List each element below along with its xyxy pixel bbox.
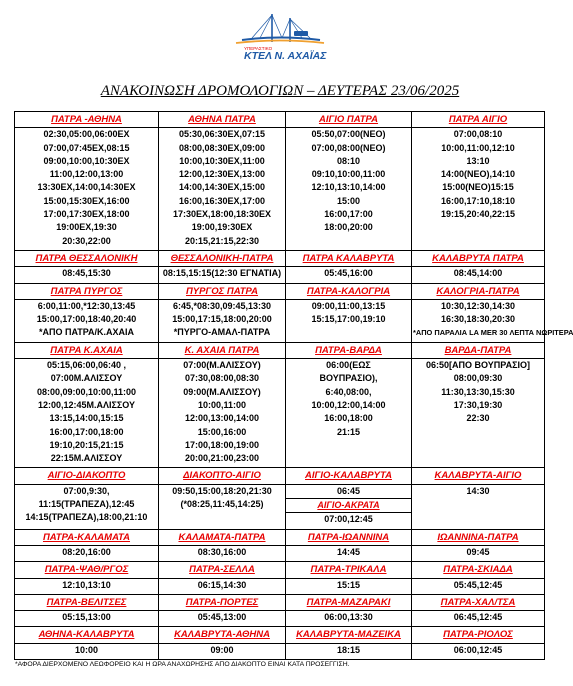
route-name-πατρα-ριολος: ΠΑΤΡΑ-ΡΙΟΛΟΣ: [412, 627, 545, 643]
route-name-πατρα-αιγιο: ΠΑΤΡΑ ΑΙΓΙΟ: [412, 112, 545, 128]
route-times-cell: [412, 578, 545, 594]
route-name-πατρα-βαρδα: ΠΑΤΡΑ-ΒΑΡΔΑ: [286, 342, 412, 358]
departure-times-line: 06:15,14:30: [197, 579, 247, 590]
departure-times-line: 16:00,17:00,18:00: [49, 426, 124, 437]
departure-times-row: [15, 611, 545, 627]
departure-times-line: 08:15,15:15(12:30 ΕΓΝΑΤΙΑ): [162, 268, 282, 279]
route-name-ιωαννινα-πατρα: ΙΩΑΝΝΙΝΑ-ΠΑΤΡΑ: [412, 529, 545, 545]
route-header-row: [15, 627, 545, 643]
departure-times-line: 11:30,13:30,15:30: [441, 386, 515, 397]
departure-times-line: 6:40,08:00,: [325, 386, 372, 397]
departure-times-line: 15:00,17:00,18:40,20:40: [36, 314, 137, 325]
departure-times-line: 22:30: [466, 413, 490, 424]
route-name-πυργος-πατρα: ΠΥΡΓΟΣ ΠΑΤΡΑ: [159, 283, 286, 299]
route-name-πατρα-κ-αχαια: ΠΑΤΡΑ Κ.ΑΧΑΙΑ: [15, 342, 159, 358]
route-header-row: [15, 283, 545, 299]
departure-times-row: [15, 643, 545, 659]
departure-times-line: 05:15,13:00: [62, 612, 111, 623]
departure-times-line: 08:45,15:30: [62, 268, 111, 279]
departure-times-line: 17:30ΕΧ,18:00,18:30ΕΧ: [172, 209, 272, 220]
departure-times-line: 10:00,11:00: [197, 399, 247, 410]
route-times-cell: [412, 359, 545, 468]
route-name-πατρα-σκιαδα: ΠΑΤΡΑ-ΣΚΙΑΔΑ: [412, 562, 545, 578]
departure-times-line: 09:45: [466, 546, 490, 557]
bridge-icon: [236, 14, 324, 43]
departure-times-row: [15, 484, 545, 529]
route-name-αθηνα-πατρα: ΑΘΗΝΑ ΠΑΤΡΑ: [159, 112, 286, 128]
departure-times-row: [15, 267, 545, 283]
route-times-cell: [159, 359, 286, 468]
ktel-logo: [228, 12, 332, 62]
route-name-αιγιο-καλαβρυτα: ΑΙΓΙΟ-ΚΑΛΑΒΡΥΤΑ: [286, 468, 412, 484]
logo-small-text: ΥΠΕΡΑΣΤΙΚΟ: [244, 46, 273, 51]
route-name-κ-αχαια-πατρα: Κ. ΑΧΑΙΑ ΠΑΤΡΑ: [159, 342, 286, 358]
route-times-cell: [286, 267, 412, 283]
route-note: *ΑΠΟ ΠΑΡΑΛΙΑ LA MER 30 ΛΕΠΤΑ ΝΩΡΙΤΕΡΑ: [413, 328, 573, 338]
departure-times-row: [15, 545, 545, 561]
departure-times-line: *ΠΥΡΓΟ-ΑΜΑΛ-ΠΑΤΡΑ: [173, 327, 271, 338]
departure-times-line: 06:00(ΕΩΣ: [326, 360, 371, 371]
departure-times-line: 07:00,08:00(ΝΕΟ): [311, 142, 386, 153]
route-name-πατρα-σελλα: ΠΑΤΡΑ-ΣΕΛΛΑ: [159, 562, 286, 578]
departure-times-line: 17:00,18:00,19:00: [184, 439, 260, 450]
departure-times-line: 09:50,15:00,18:20,21:30: [172, 485, 272, 496]
route-name-θεσσαλονικη-πατρα: ΘΕΣΣΑΛΟΝΙΚΗ-ΠΑΤΡΑ: [159, 250, 286, 266]
route-name-καλαματα-πατρα: ΚΑΛΑΜΑΤΑ-ΠΑΤΡΑ: [159, 529, 286, 545]
departure-times-line: 16:00,17:10,18:10: [440, 195, 516, 206]
departure-times-line: 12:10,13:10,14:00: [311, 182, 386, 193]
route-times-cell: [15, 545, 159, 561]
departure-times-line: 16:00,17:00: [324, 209, 373, 220]
departure-times-line: 6:00,11:00,*12:30,13:45: [37, 300, 136, 311]
route-times-cell: [412, 611, 545, 627]
departure-times-line: 09:00,10:00,10:30ΕΧ: [43, 155, 130, 166]
route-times-cell: [286, 128, 412, 251]
departure-times-line: 12:00,12:30ΕΧ,13:00: [178, 169, 266, 180]
route-header-row: [15, 342, 545, 358]
route-times-cell: [412, 128, 545, 251]
departure-times-line: 14:15(ΤΡΑΠΕΖΑ),18:00,21:10: [25, 512, 148, 523]
departure-times-line: 05:30,06:30ΕΧ,07:15: [178, 129, 266, 140]
departure-times-line: 20:00,21:00,23:00: [184, 453, 260, 464]
departure-times-line: (*08:25,11:45,14:25): [180, 499, 264, 510]
departure-times-line: 06:45,12:45: [453, 612, 503, 623]
route-times-cell: [412, 484, 545, 529]
departure-times-line: 10:30,12:30,14:30: [440, 300, 516, 311]
page-title: ΑΝΑΚΟΙΝΩΣΗ ΔΡΟΜΟΛΟΓΙΩΝ – ΔΕΥΤΕΡΑΣ 23/06/2025: [100, 83, 460, 99]
departure-times-line: *ΑΠΟ ΠΑΤΡΑ/Κ.ΑΧΑΙΑ: [38, 327, 135, 338]
route-times-cell: [159, 545, 286, 561]
departure-times-line: 20:15,21:15,22:30: [184, 235, 260, 246]
route-times-cell: [412, 643, 545, 659]
route-times-cell: [15, 128, 159, 251]
route-name-πατρα-βελιτσες: ΠΑΤΡΑ-ΒΕΛΙΤΣΕΣ: [15, 594, 159, 610]
departure-times-line: 17:00,17:30ΕΧ,18:00: [43, 209, 130, 220]
route-name-αιγιο-διακοπτο: ΑΙΓΙΟ-ΔΙΑΚΟΠΤΟ: [15, 468, 159, 484]
departure-times-line: 07:00,08:10: [453, 129, 503, 140]
route-name-πατρα-θεσσαλονικη: ΠΑΤΡΑ ΘΕΣΣΑΛΟΝΙΚΗ: [15, 250, 159, 266]
route-times-cell: [412, 299, 573, 342]
route-name-πατρα-τρικαλα: ΠΑΤΡΑ-ΤΡΙΚΑΛΑ: [286, 562, 412, 578]
departure-times-line: 07:00Μ.ΑΛΙΣΣΟΥ: [50, 373, 123, 384]
departure-times-line: 06:00,13:30: [324, 612, 373, 623]
departure-times-line: 06:50[ΑΠΟ ΒΟΥΠΡΑΣΙΟ]: [425, 360, 530, 371]
route-times-cell: [15, 267, 159, 283]
departure-times-line: 07:00,07:45ΕΧ,08:15: [43, 142, 130, 153]
route-name-πατρα-ψαθ-ργος: ΠΑΤΡΑ-ΨΑΘ/ΡΓΟΣ: [15, 562, 159, 578]
route-times-cell: [15, 484, 159, 529]
departure-times-line: 10:00,10:30ΕΧ,11:00: [179, 155, 265, 166]
departure-times-line: 08:10: [336, 155, 361, 166]
departure-times-line: 12:00,13:00,14:00: [184, 413, 260, 424]
departure-times-line: 10:00,11:00,12:10: [441, 142, 515, 153]
route-times-cell: [15, 299, 159, 342]
route-times-cell: [15, 359, 159, 468]
departure-times-line: 15:00,15:30ΕΧ,16:00: [43, 195, 130, 206]
departure-times-line: 15:00: [336, 195, 361, 206]
departure-times-line: 22:15Μ.ΑΛΙΣΣΟΥ: [50, 453, 123, 464]
departure-times-line: 08:00,09:00,10:00,11:00: [36, 386, 137, 397]
departure-times-line: 16:00,16:30ΕΧ,17:00: [178, 195, 266, 206]
route-name-διακοπτο-αιγιο: ΔΙΑΚΟΠΤΟ-ΑΙΓΙΟ: [159, 468, 286, 484]
route-name-καλαβρυτα-αθηνα: ΚΑΛΑΒΡΥΤΑ-ΑΘΗΝΑ: [159, 627, 286, 643]
departure-times-line: 13:30ΕΧ,14:00,14:30ΕΧ: [37, 182, 136, 193]
departure-times-line: 14:00,14:30ΕΧ,15:00: [178, 182, 266, 193]
departure-times-line: 15:00(ΝΕΟ)15:15: [442, 182, 514, 193]
route-name-πατρα-πορτες: ΠΑΤΡΑ-ΠΟΡΤΕΣ: [159, 594, 286, 610]
departure-times-line: 14:30: [466, 485, 490, 496]
route-name-καλαβρυτα-πατρα: ΚΑΛΑΒΡΥΤΑ ΠΑΤΡΑ: [412, 250, 545, 266]
route-header-row: [15, 468, 545, 484]
departure-times-row: [15, 128, 545, 251]
departure-times-row: [15, 299, 545, 342]
route-name-πατρα-χαλ-τσα: ΠΑΤΡΑ-ΧΑΛ/ΤΣΑ: [412, 594, 545, 610]
departure-times-line: 19:00,19:30ΕΧ: [191, 222, 253, 233]
departure-times-line: 15:00,16:00: [197, 426, 247, 437]
departure-times-line: 08:00,08:30ΕΧ,09:00: [178, 142, 266, 153]
departure-times-line: 19:00ΕΧ,19:30: [56, 222, 117, 233]
route-name-πατρα-αθηνα: ΠΑΤΡΑ -ΑΘΗΝΑ: [15, 112, 159, 128]
departure-times-line: 07:00,9:30,: [63, 485, 110, 496]
logo-name: ΚΤΕΛ Ν. ΑΧΑΪΑΣ: [244, 50, 327, 62]
route-name-καλαβρυτα-μαζεικα: ΚΑΛΑΒΡΥΤΑ-ΜΑΖΕΙΚΑ: [286, 627, 412, 643]
departure-times-line: 07:30,08:00,08:30: [184, 373, 260, 384]
departure-times-line: 09:00(Μ.ΑΛΙΣΣΟΥ): [183, 386, 261, 397]
route-name-βαρδα-πατρα: ΒΑΡΔΑ-ΠΑΤΡΑ: [412, 342, 545, 358]
departure-times-line: 11:00,12:00,13:00: [49, 169, 124, 180]
departure-times-line: 09:00: [210, 644, 234, 655]
departure-times-line: 17:30,19:30: [453, 399, 503, 410]
route-name-πατρα-καλογρια: ΠΑΤΡΑ-ΚΑΛΟΓΡΙΑ: [286, 283, 412, 299]
route-name-πατρα-καλαματα: ΠΑΤΡΑ-ΚΑΛΑΜΑΤΑ: [15, 529, 159, 545]
departure-times-line: 02:30,05:00,06:00ΕΧ: [43, 129, 130, 140]
departure-times-line: 06:00,12:45: [453, 644, 503, 655]
departure-times-line: 11:15(ΤΡΑΠΕΖΑ),12:45: [38, 499, 135, 510]
departure-times-line: 10:00: [74, 644, 99, 655]
schedule-table: [14, 111, 573, 660]
route-times-cell: [15, 611, 159, 627]
departure-times-line: 05:45,13:00: [197, 612, 247, 623]
route-header-row: [15, 562, 545, 578]
departure-times-line: 12:10,13:10: [62, 579, 111, 590]
route-times-cell: [286, 359, 412, 468]
departure-times-line: 07:00(Μ.ΑΛΙΣΣΟΥ): [183, 360, 261, 371]
route-name-αιγιο-πατρα: ΑΙΓΙΟ ΠΑΤΡΑ: [286, 112, 412, 128]
route-times-cell: [286, 545, 412, 561]
departure-times-line: 18:15: [336, 644, 361, 655]
route-name-πατρα-πυργος: ΠΑΤΡΑ ΠΥΡΓΟΣ: [15, 283, 159, 299]
departure-times-line: 20:30,22:00: [62, 235, 111, 246]
route-times-cell: [15, 643, 159, 659]
route-times-cell: [15, 578, 159, 594]
departure-times-line: 21:15: [336, 426, 361, 437]
route-times-cell: [159, 643, 286, 659]
departure-times-line: ΒΟΥΠΡΑΣΙΟ),: [319, 373, 378, 384]
route-times-cell: [159, 267, 286, 283]
departure-times-line: 09:10,10:00,11:00: [311, 169, 386, 180]
route-header-row: [15, 529, 545, 545]
route-times-cell: [412, 545, 545, 561]
departure-times-line: 15:15: [336, 579, 361, 590]
route-times-cell: [159, 578, 286, 594]
departure-times-line: 6:45,*08:30,09:45,13:30: [172, 300, 272, 311]
route-times-cell: [286, 611, 412, 627]
departure-times-line: 08:00,09:30: [453, 373, 503, 384]
route-name-πατρα-καλαβρυτα: ΠΑΤΡΑ ΚΑΛΑΒΡΥΤΑ: [286, 250, 412, 266]
route-name-πατρα-ιωαννινα: ΠΑΤΡΑ-ΙΩΑΝΝΙΝΑ: [286, 529, 412, 545]
route-times-cell: [286, 484, 412, 529]
route-name-πατρα-μαζαρακι: ΠΑΤΡΑ-ΜΑΖΑΡΑΚΙ: [286, 594, 412, 610]
route-times-cell: [286, 299, 412, 342]
departure-times-line: 08:45,14:00: [453, 268, 503, 279]
route-name-αθηνα-καλαβρυτα: ΑΘΗΝΑ-ΚΑΛΑΒΡΥΤΑ: [15, 627, 159, 643]
departure-times-line: 13:10: [466, 155, 490, 166]
route-times-cell: [159, 611, 286, 627]
departure-times-line: 07:00,12:45: [324, 514, 373, 525]
departure-times-line: 18:00,20:00: [324, 222, 373, 233]
route-times-cell: [286, 578, 412, 594]
route-name-καλαβρυτα-αιγιο: ΚΑΛΑΒΡΥΤΑ-ΑΙΓΙΟ: [412, 468, 545, 484]
departure-times-line: 14:00(ΝΕΟ),14:10: [440, 169, 516, 180]
departure-times-line: 08:30,16:00: [197, 546, 247, 557]
departure-times-line: 06:45: [336, 485, 361, 496]
departure-times-line: 14:45: [336, 546, 361, 557]
route-header-row: [15, 594, 545, 610]
departure-times-line: 09:00,11:00,13:15: [311, 300, 386, 311]
route-times-cell: [159, 299, 286, 342]
departure-times-line: 19:10,20:15,21:15: [49, 439, 124, 450]
departure-times-line: 12:00,12:45Μ.ΑΛΙΣΣΟΥ: [37, 399, 136, 410]
departure-times-line: 05:45,16:00: [324, 268, 373, 279]
departure-times-line: 16:00,18:00: [324, 413, 373, 424]
departure-times-line: 05:45,12:45: [453, 579, 503, 590]
route-times-cell: [412, 267, 545, 283]
departure-times-line: 13:15,14:00,15:15: [49, 413, 124, 424]
sub-route-name: ΑΙΓΙΟ-ΑΚΡΑΤΑ: [286, 498, 411, 513]
departure-times-row: [15, 578, 545, 594]
departure-times-line: 10:00,12:00,14:00: [311, 399, 386, 410]
departure-times-line: 15:15,17:00,19:10: [311, 314, 386, 325]
departure-times-line: 15:00,17:15,18:00,20:00: [172, 314, 272, 325]
route-times-cell: [159, 484, 286, 529]
route-header-row: [15, 112, 545, 128]
departure-times-line: 05:15,06:00,06:40 ,: [46, 360, 127, 371]
departure-times-row: [15, 359, 545, 468]
footnote: *ΑΦΟΡΑ ΔΙΕΡΧΟΜΕΝΟ ΛΕΩΦΟΡΕΙΟ ΚΑΙ Η ΩΡΑ ΑΝΑΧΩΡΗΣΗΣ ΑΠΟ ΔΙΑΚΟΠΤΟ ΕΙΝΑΙ ΚΑΤΑ ΠΡΟΣΕΓΓΙΣΗ.: [15, 661, 350, 668]
departure-times-line: 19:15,20:40,22:15: [440, 209, 516, 220]
departure-times-line: 05:50,07:00(ΝΕΟ): [311, 129, 386, 140]
route-times-cell: [159, 128, 286, 251]
route-times-cell: [286, 643, 412, 659]
departure-times-line: 16:30,18:30,20:30: [440, 314, 516, 325]
route-header-row: [15, 250, 545, 266]
departure-times-line: 08:20,16:00: [62, 546, 111, 557]
route-name-καλογρια-πατρα: ΚΑΛΟΓΡΙΑ-ΠΑΤΡΑ: [412, 283, 545, 299]
